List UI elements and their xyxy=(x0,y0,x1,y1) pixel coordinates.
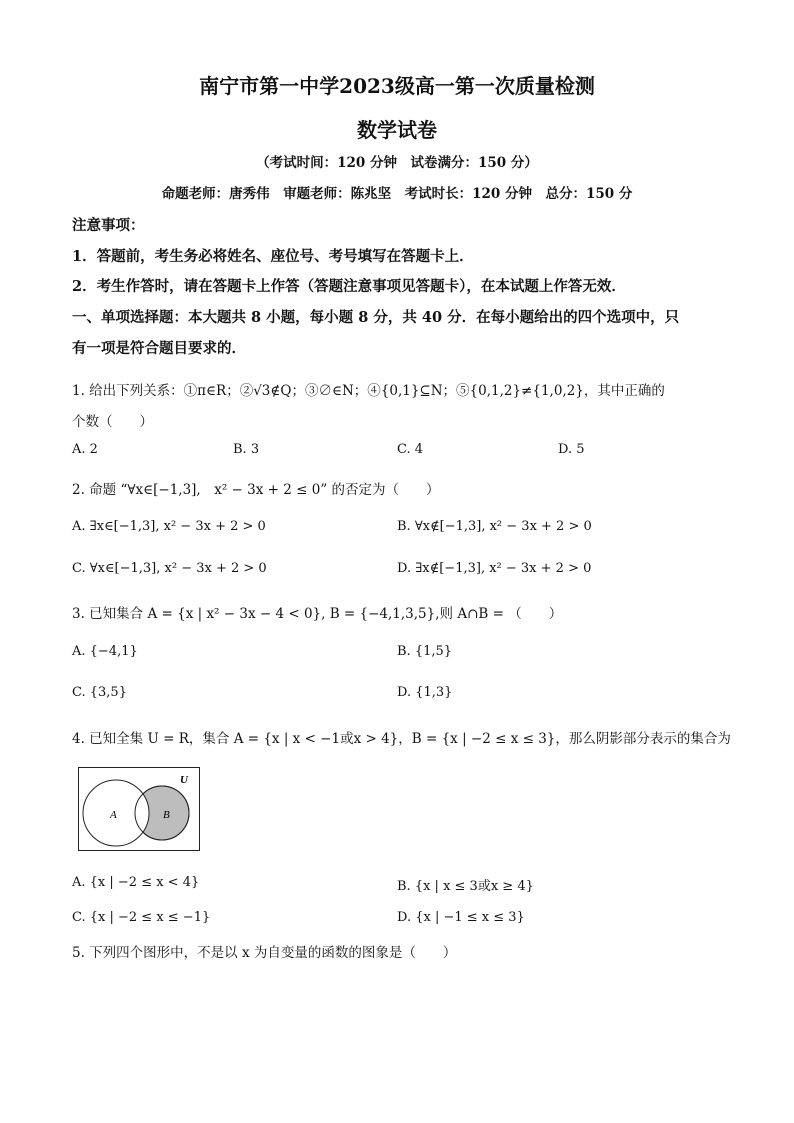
question-3-stem: 3. 已知集合 A = {x | x² − 3x − 4 < 0}, B = {−4,1,3,5},则 A∩B = （ ） xyxy=(72,606,563,622)
label-u: U xyxy=(180,774,188,786)
notes-heading: 注意事项： xyxy=(72,217,145,234)
question-2-stem: 2. 命题 “∀x∈[−1,3], x² − 3x + 2 ≤ 0” 的否定为（ ） xyxy=(72,482,440,498)
question-1-stem-cont: 个数（ ） xyxy=(72,414,153,430)
question-1-option-b: B. 3 xyxy=(233,442,260,457)
question-2-option-a: A. ∃x∈[−1,3], x² − 3x + 2 > 0 xyxy=(72,519,266,534)
question-4-stem: 4. 已知全集 U = R，集合 A = {x | x < −1或x > 4}，B = {x | −2 ≤ x ≤ 3}，那么阴影部分表示的集合为 xyxy=(72,731,731,747)
question-5-stem: 5. 下列四个图形中，不是以 x 为自变量的函数的图象是（ ） xyxy=(72,945,457,961)
page-title: 南宁市第一中学2023级高一第一次质量检测 xyxy=(199,74,595,98)
question-1-stem: 1. 给出下列关系：①π∈R；②√3∉Q；③∅∈N；④{0,1}⊆N；⑤{0,1,2}≠{1,0,2}，其中正确的 xyxy=(72,383,665,399)
question-2-option-c: C. ∀x∈[−1,3], x² − 3x + 2 > 0 xyxy=(72,561,267,576)
question-1-option-a: A. 2 xyxy=(72,442,98,457)
note-item: 1．答题前，考生务必将姓名、座位号、考号填写在答题卡上． xyxy=(72,248,474,265)
question-4-option-b: B. {x | x ≤ 3或x ≥ 4} xyxy=(397,879,534,894)
question-3-option-d: D. {1,3} xyxy=(397,685,453,700)
venn-diagram-svg xyxy=(79,768,199,850)
question-2-option-b: B. ∀x∉[−1,3], x² − 3x + 2 > 0 xyxy=(397,519,592,534)
question-3-option-b: B. {1,5} xyxy=(397,644,453,659)
exam-info: （考试时间：120 分钟 试卷满分：150 分） xyxy=(256,155,538,171)
label-a: A xyxy=(110,809,117,821)
page-subtitle: 数学试卷 xyxy=(357,118,437,142)
question-3-option-c: C. {3,5} xyxy=(72,685,127,700)
teacher-info: 命题老师：唐秀伟 审题老师：陈兆坚 考试时长：120 分钟 总分：150 分 xyxy=(161,186,633,202)
question-3-option-a: A. {−4,1} xyxy=(72,644,138,659)
question-4-option-d: D. {x | −1 ≤ x ≤ 3} xyxy=(397,910,525,925)
question-4-option-c: C. {x | −2 ≤ x ≤ −1} xyxy=(72,910,211,925)
label-b: B xyxy=(163,809,170,821)
venn-diagram xyxy=(78,767,200,851)
section-heading-cont: 有一项是符合题目要求的． xyxy=(72,340,246,357)
section-heading: 一、单项选择题：本大题共 8 小题，每小题 8 分，共 40 分．在每小题给出的四个选项中，只 xyxy=(72,309,680,326)
question-1-option-c: C. 4 xyxy=(397,442,424,457)
question-4-option-a: A. {x | −2 ≤ x < 4} xyxy=(72,875,200,890)
note-item: 2．考生作答时，请在答题卡上作答（答题注意事项见答题卡），在本试题上作答无效． xyxy=(72,278,626,295)
question-2-option-d: D. ∃x∉[−1,3], x² − 3x + 2 > 0 xyxy=(397,561,592,576)
question-1-option-d: D. 5 xyxy=(558,442,585,457)
